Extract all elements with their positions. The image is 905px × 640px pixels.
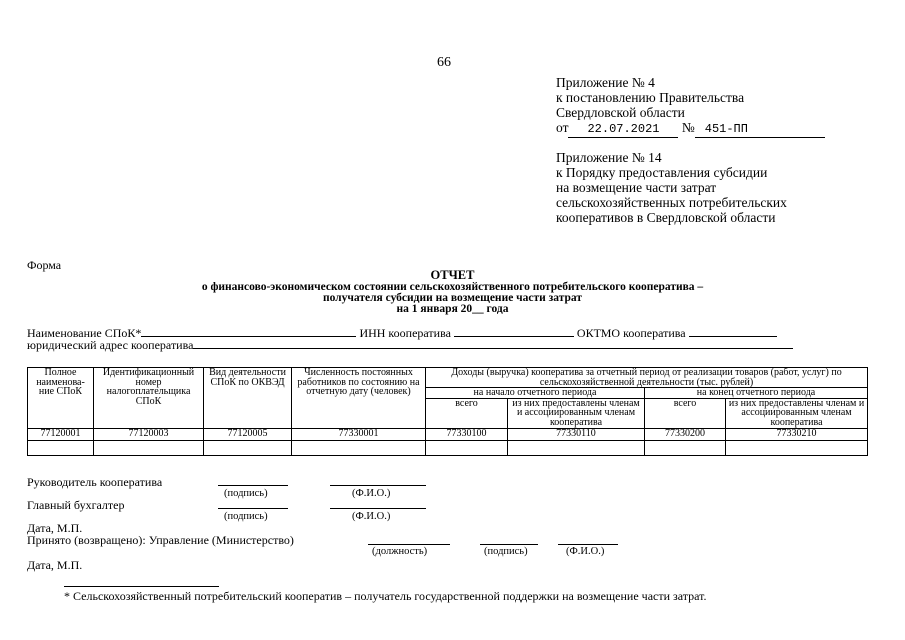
appendix-4-date-line (556, 120, 825, 138)
data-cell[interactable] (426, 440, 508, 455)
head-fio-line[interactable] (330, 485, 426, 486)
number-prefix: № (681, 120, 695, 135)
table-header-row1 (28, 368, 868, 388)
appendix-4-block (556, 75, 825, 138)
decree-date: 22.07.2021 (568, 122, 678, 138)
footnote-separator (64, 586, 219, 587)
accountant-signature-caption: (подпись) (224, 511, 268, 522)
position-caption: (должность) (372, 546, 428, 557)
data-cell[interactable] (292, 440, 426, 455)
data-cell[interactable] (94, 440, 204, 455)
footnote: * Сельскохозяйственный потребительский кооператив – получатель государственной поддержки на возмещение части затрат. (64, 589, 707, 603)
form-label: Форма (27, 258, 62, 272)
title-line2: о финансово-экономическом состоянии сельскохозяйственного потребительского кооператива – (201, 281, 704, 293)
decree-number: 451-ПП (695, 122, 825, 138)
accountant-label: Главный бухгалтер (27, 498, 125, 512)
title-line3: получателя субсидии на возмещение части затрат (322, 292, 583, 304)
code-cell: 77120001 (28, 428, 94, 440)
appendix-4-line3: Свердловской области (556, 105, 685, 120)
data-cell[interactable] (508, 440, 645, 455)
report-title (0, 269, 905, 315)
header-total-end: всего (645, 398, 726, 428)
appendix-4-line2: к постановлению Правительства (556, 90, 745, 105)
header-period-end: на конец отчетного периода (645, 388, 868, 399)
page-number: 66 (437, 55, 451, 70)
address-label: юридический адрес кооператива (27, 338, 194, 352)
appendix-14-line4: сельскохозяйственных потребительских (556, 195, 787, 210)
oktmo-field[interactable] (689, 326, 777, 337)
date-prefix: от (556, 120, 569, 135)
coop-name-label: Наименование СПоК* (27, 326, 142, 340)
data-cell[interactable] (726, 440, 868, 455)
header-members-end: из них предоставлены членам и ассоциированным членам кооператива (726, 398, 868, 428)
data-cell[interactable] (204, 440, 292, 455)
table-code-row (28, 428, 868, 440)
date-stamp-1: Дата, М.П. (27, 521, 83, 535)
header-income: Доходы (выручка) кооператива за отчетный период от реализации товаров (работ, услуг) по сельскохозяйственной деятельности (тыс. рублей) (426, 368, 868, 388)
inn-label: ИНН кооператива (359, 326, 451, 340)
inn-field[interactable] (454, 326, 574, 337)
header-staff: Численность постоянных работников по состоянию на отчетную дату (человек) (292, 368, 426, 429)
appendix-14-line3: на возмещение части затрат (556, 180, 717, 195)
code-cell: 77330100 (426, 428, 508, 440)
coop-name-field[interactable] (141, 326, 356, 337)
head-signature-caption: (подпись) (224, 488, 268, 499)
address-field[interactable] (193, 338, 793, 349)
head-signature-line[interactable] (218, 485, 288, 486)
appendix-4-title: Приложение № 4 (556, 75, 655, 90)
header-period-start: на начало отчетного периода (426, 388, 645, 399)
header-full-name: Полное наименова-ние СПоК (28, 368, 94, 429)
title-line4: на 1 января 20__ года (396, 303, 509, 315)
position-line[interactable] (368, 544, 450, 545)
header-inn: Идентификационный номер налогоплательщика СПоК (94, 368, 204, 429)
header-total-start: всего (426, 398, 508, 428)
code-cell: 77330110 (508, 428, 645, 440)
official-fio-line[interactable] (558, 544, 618, 545)
data-cell[interactable] (28, 440, 94, 455)
accountant-fio-line[interactable] (330, 508, 426, 509)
code-cell: 77330210 (726, 428, 868, 440)
head-fio-caption: (Ф.И.О.) (352, 488, 391, 499)
official-fio-caption: (Ф.И.О.) (566, 546, 605, 557)
code-cell: 77120003 (94, 428, 204, 440)
appendix-14-line2: к Порядку предоставления субсидии (556, 165, 768, 180)
code-cell: 77330200 (645, 428, 726, 440)
code-cell: 77330001 (292, 428, 426, 440)
received-label: Принято (возвращено): Управление (Министерство) (27, 533, 294, 547)
header-members-start: из них предоставлены членам и ассоциированным членам кооператива (508, 398, 645, 428)
accountant-fio-caption: (Ф.И.О.) (352, 511, 391, 522)
fields-row2 (27, 338, 793, 353)
title-line1: ОТЧЕТ (430, 268, 475, 282)
accountant-signature-line[interactable] (218, 508, 288, 509)
official-signature-caption: (подпись) (484, 546, 528, 557)
data-cell[interactable] (645, 440, 726, 455)
report-table (27, 367, 868, 456)
date-stamp-2: Дата, М.П. (27, 558, 83, 572)
appendix-14-title: Приложение № 14 (556, 150, 662, 165)
appendix-14-line5: кооперативов в Свердловской области (556, 210, 776, 225)
code-cell: 77120005 (204, 428, 292, 440)
appendix-14-block (556, 150, 787, 225)
table-data-row (28, 440, 868, 455)
head-label: Руководитель кооператива (27, 475, 163, 489)
official-signature-line[interactable] (480, 544, 538, 545)
header-okved: Вид деятельности СПоК по ОКВЭД (204, 368, 292, 429)
oktmo-label: ОКТМО кооператива (576, 326, 686, 340)
